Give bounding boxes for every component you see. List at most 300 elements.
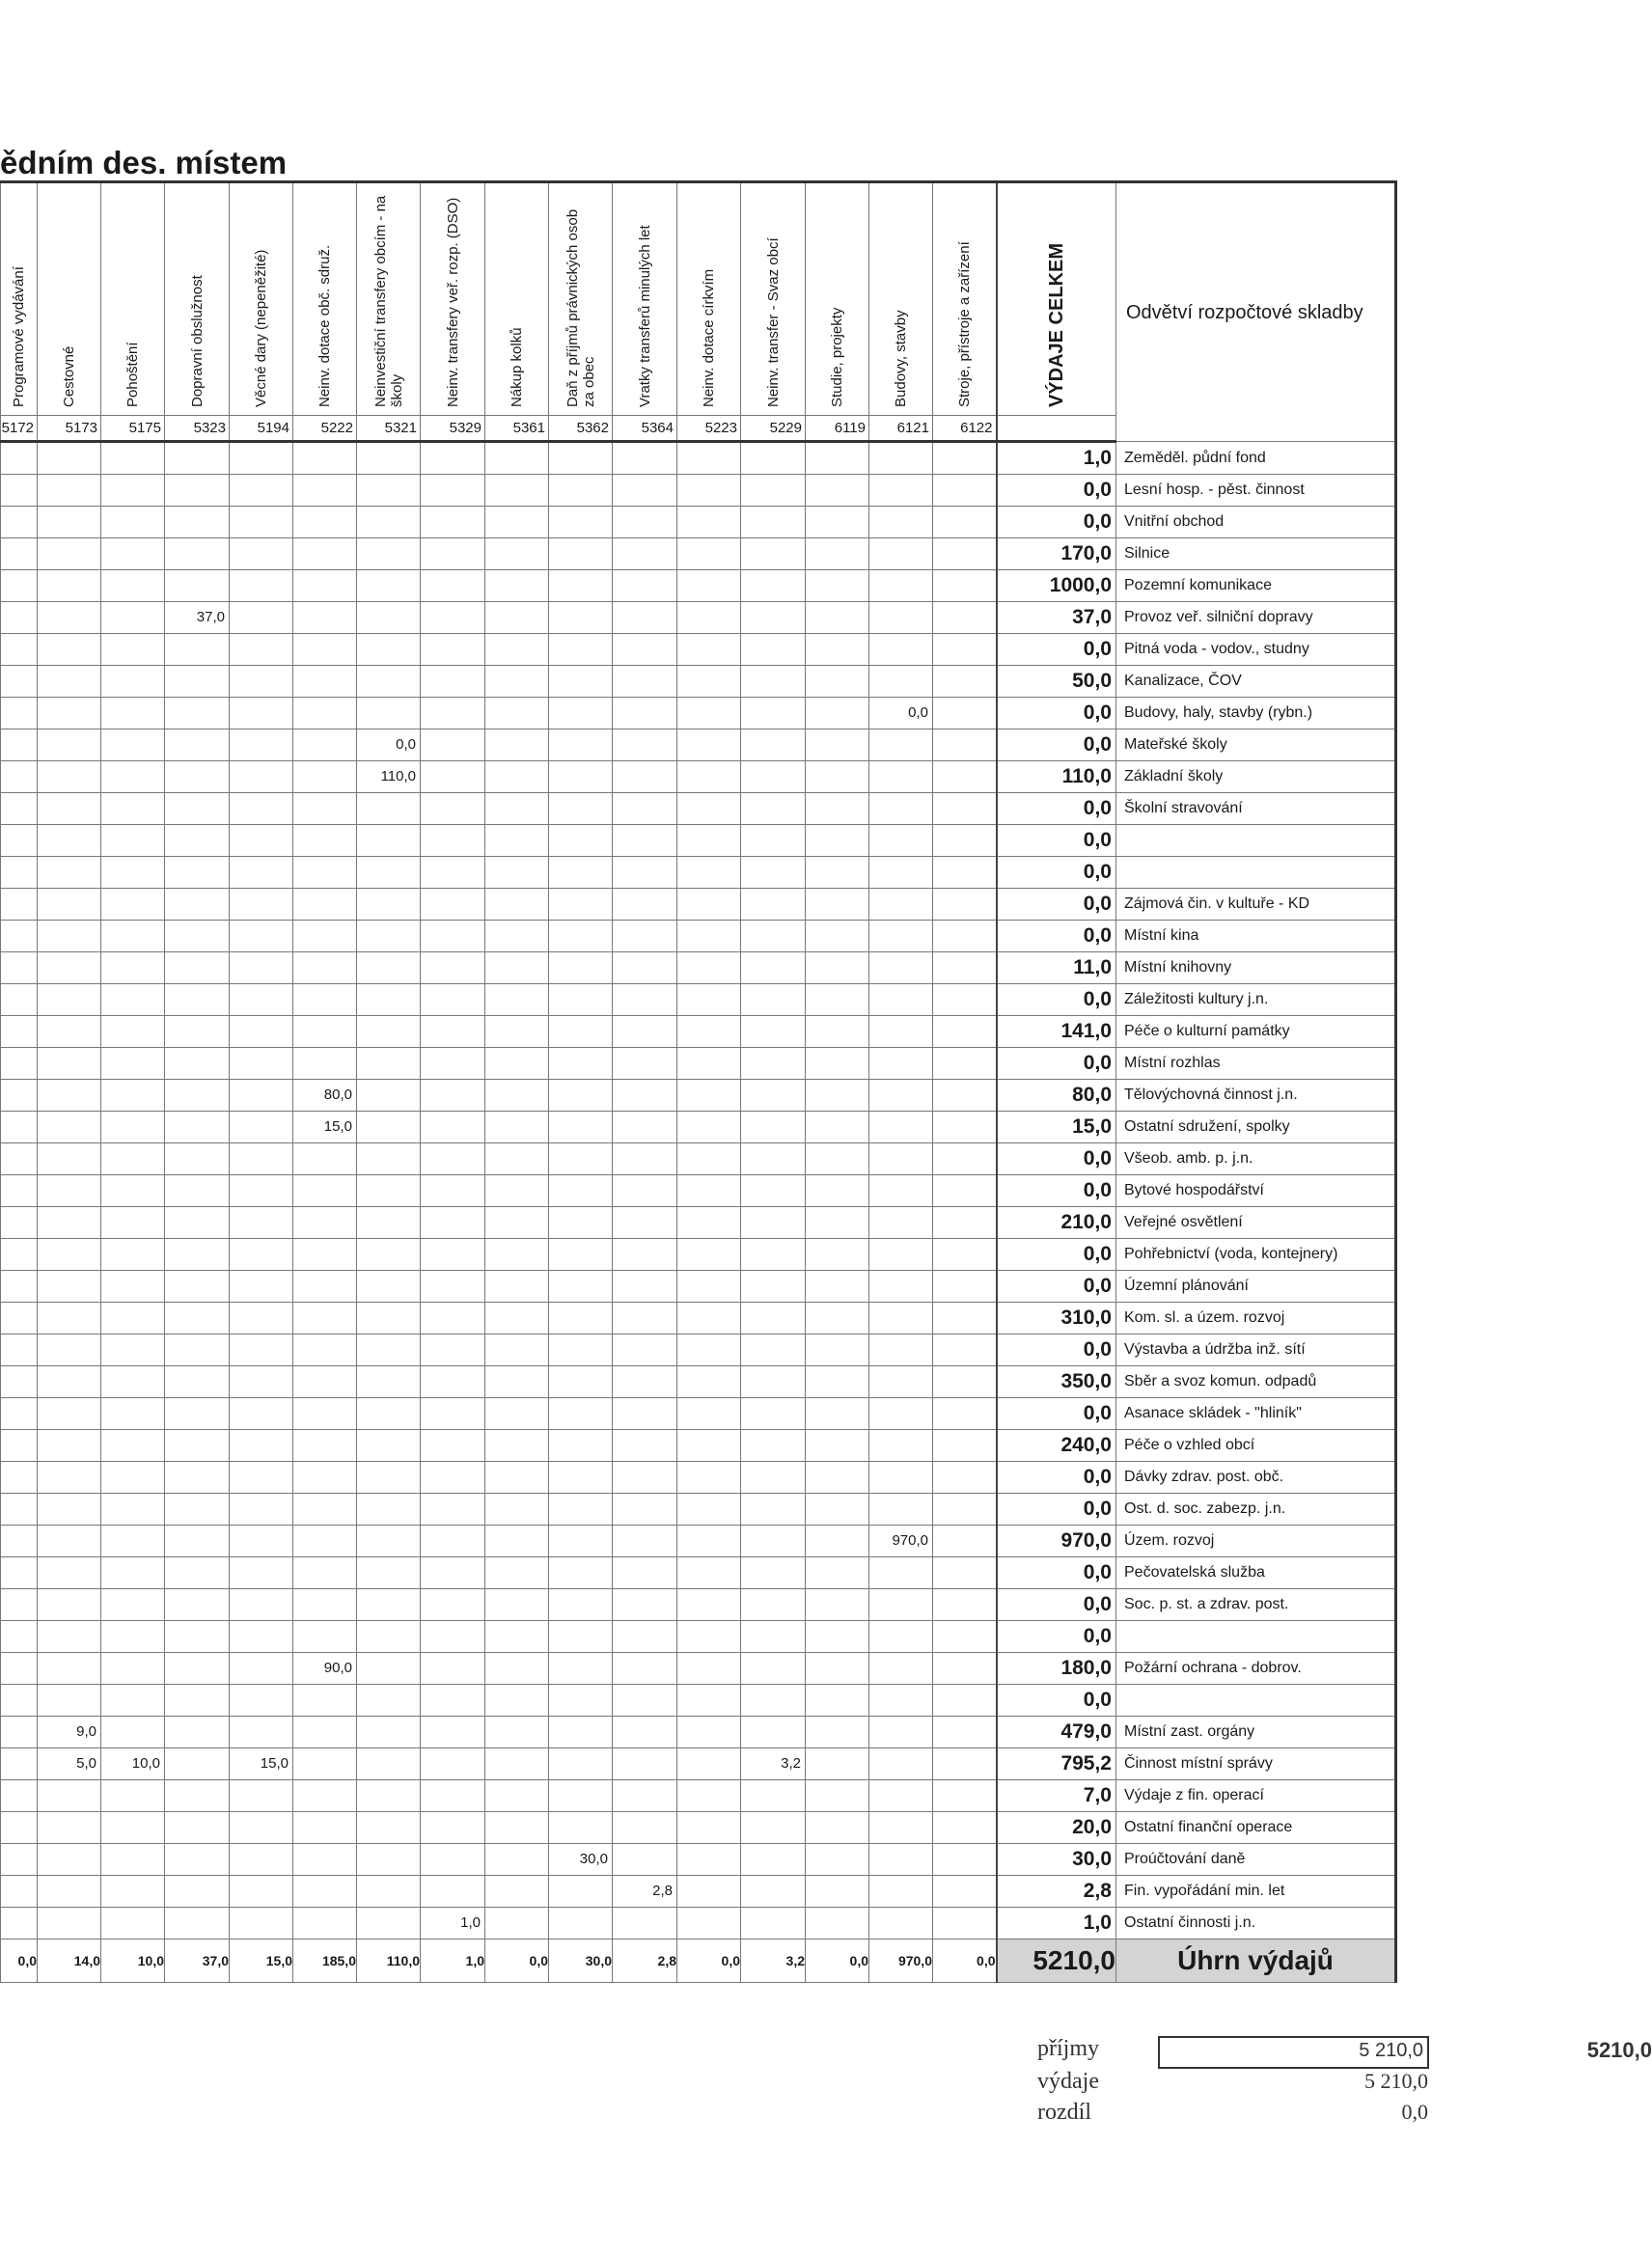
row-label: Požární ochrana - dobrov. — [1116, 1653, 1396, 1685]
cell-empty — [485, 1239, 549, 1271]
cell-empty — [421, 1175, 485, 1207]
cell-empty — [357, 1653, 421, 1685]
cell-empty — [1, 538, 38, 570]
cell-empty — [38, 984, 101, 1016]
cell-empty — [806, 1080, 869, 1112]
cell-empty — [357, 1526, 421, 1557]
cell-empty — [1, 1207, 38, 1239]
cell-empty — [677, 507, 741, 538]
row-total: 80,0 — [997, 1080, 1116, 1112]
cell-empty — [485, 1271, 549, 1303]
row-label: Školní stravování — [1116, 793, 1396, 825]
cell-empty — [613, 1908, 677, 1940]
table-row — [1, 921, 1396, 952]
cell-empty — [165, 1589, 230, 1621]
column-header-label: Neinvestiční transfery obcím - na školy — [372, 195, 405, 407]
cell-empty — [741, 666, 806, 698]
cell-empty — [806, 1557, 869, 1589]
cell-empty — [741, 889, 806, 921]
cell-empty — [613, 1748, 677, 1780]
cell-empty — [806, 1812, 869, 1844]
cell-empty — [549, 857, 613, 889]
cell-empty — [741, 1685, 806, 1717]
cell-empty — [613, 1780, 677, 1812]
cell-empty — [677, 1844, 741, 1876]
cell-empty — [933, 1398, 997, 1430]
cell-empty — [101, 1494, 165, 1526]
column-header-label: Neinv. transfer - Svaz obcí — [764, 237, 782, 407]
cell-empty — [869, 442, 933, 475]
cell-empty — [421, 1653, 485, 1685]
cell-empty — [1, 1430, 38, 1462]
cell-empty — [38, 1239, 101, 1271]
cell-empty — [741, 1112, 806, 1143]
cell-empty — [549, 952, 613, 984]
cell-empty — [38, 793, 101, 825]
cell-empty — [293, 1462, 357, 1494]
cell-empty — [677, 1430, 741, 1462]
cell-empty — [101, 1207, 165, 1239]
cell-empty — [101, 1908, 165, 1940]
table-row — [1, 442, 1396, 475]
cell-empty — [293, 666, 357, 698]
cell-empty — [165, 1876, 230, 1908]
cell-empty — [677, 602, 741, 634]
cell-empty — [933, 1653, 997, 1685]
column-code: 5172 — [1, 416, 38, 442]
recap-prijmy-label: příjmy — [1037, 2036, 1099, 2061]
cell-empty — [869, 1239, 933, 1271]
row-total: 0,0 — [997, 1175, 1116, 1207]
cell-empty — [806, 666, 869, 698]
cell-empty — [293, 1908, 357, 1940]
cell-empty — [421, 1112, 485, 1143]
cell-empty — [101, 1175, 165, 1207]
cell-empty — [1, 1112, 38, 1143]
cell-empty — [933, 1239, 997, 1271]
row-label: Soc. p. st. a zdrav. post. — [1116, 1589, 1396, 1621]
cell-empty — [806, 1271, 869, 1303]
cell-empty — [293, 857, 357, 889]
cell-empty — [293, 1844, 357, 1876]
cell-empty — [549, 1366, 613, 1398]
cell-empty — [869, 1080, 933, 1112]
table-row — [1, 984, 1396, 1016]
cell-empty — [933, 1207, 997, 1239]
cell-empty — [38, 761, 101, 793]
cell-empty — [485, 761, 549, 793]
row-label: Proúčtování daně — [1116, 1844, 1396, 1876]
cell-empty — [38, 1207, 101, 1239]
cell-empty — [741, 442, 806, 475]
cell-empty — [101, 921, 165, 952]
cell-empty — [485, 793, 549, 825]
cell-empty — [485, 1430, 549, 1462]
cell-empty — [677, 984, 741, 1016]
cell-empty — [933, 1589, 997, 1621]
cell-empty — [806, 1908, 869, 1940]
table-row — [1, 1653, 1396, 1685]
cell-empty — [165, 570, 230, 602]
row-total: 0,0 — [997, 1334, 1116, 1366]
cell-empty — [230, 602, 293, 634]
cell-empty — [933, 1780, 997, 1812]
column-code: 6119 — [806, 416, 869, 442]
cell-empty — [677, 1207, 741, 1239]
cell-empty — [38, 952, 101, 984]
column-header-label: Věcné dary (nepeněžité) — [253, 249, 269, 407]
cell-empty — [741, 1366, 806, 1398]
cell-empty — [165, 634, 230, 666]
cell-empty — [421, 1780, 485, 1812]
cell-empty — [485, 1143, 549, 1175]
cell-empty — [38, 889, 101, 921]
cell-empty — [1, 1366, 38, 1398]
cell-empty — [293, 793, 357, 825]
cell-empty — [421, 1844, 485, 1876]
cell-empty — [869, 1621, 933, 1653]
cell-empty — [613, 1175, 677, 1207]
cell-empty — [38, 729, 101, 761]
row-total: 37,0 — [997, 602, 1116, 634]
cell-empty — [1, 1334, 38, 1366]
cell-empty — [549, 538, 613, 570]
cell-empty — [677, 1876, 741, 1908]
cell-empty — [485, 1876, 549, 1908]
cell-empty — [293, 1526, 357, 1557]
cell-empty — [165, 538, 230, 570]
row-total: 0,0 — [997, 1494, 1116, 1526]
cell-empty — [741, 1780, 806, 1812]
cell-empty — [165, 1621, 230, 1653]
cell-empty — [485, 1303, 549, 1334]
cell-empty — [933, 1844, 997, 1876]
cell-empty — [549, 825, 613, 857]
cell-empty — [677, 1239, 741, 1271]
cell-empty — [101, 538, 165, 570]
column-header-label: Programové vydávání — [11, 266, 27, 407]
row-total: 0,0 — [997, 1557, 1116, 1589]
cell-empty — [613, 1621, 677, 1653]
cell-empty — [677, 1812, 741, 1844]
cell-empty — [869, 889, 933, 921]
cell-empty — [1, 1844, 38, 1876]
cell-empty — [869, 1462, 933, 1494]
cell-empty — [357, 1430, 421, 1462]
row-label: Činnost místní správy — [1116, 1748, 1396, 1780]
cell-empty — [165, 1812, 230, 1844]
cell-empty — [485, 952, 549, 984]
cell-empty — [421, 1143, 485, 1175]
cell-empty — [1, 698, 38, 729]
cell-empty — [101, 570, 165, 602]
cell-empty — [485, 1398, 549, 1430]
cell-empty — [1, 1398, 38, 1430]
cell-empty — [677, 1048, 741, 1080]
cell-empty — [485, 1844, 549, 1876]
cell-empty — [230, 793, 293, 825]
cell-empty — [485, 1717, 549, 1748]
cell-empty — [613, 666, 677, 698]
cell-empty — [421, 1398, 485, 1430]
cell-empty — [485, 666, 549, 698]
cell-empty — [869, 1303, 933, 1334]
total-header — [997, 182, 1116, 416]
cell-empty — [165, 1048, 230, 1080]
row-label: Kom. sl. a územ. rozvoj — [1116, 1303, 1396, 1334]
cell-empty — [230, 1016, 293, 1048]
cell-empty — [613, 793, 677, 825]
cell-empty — [869, 1430, 933, 1462]
cell-empty — [1, 984, 38, 1016]
cell-value: 37,0 — [165, 602, 230, 634]
cell-empty — [741, 729, 806, 761]
row-label: Zájmová čin. v kultuře - KD — [1116, 889, 1396, 921]
row-label: Výstavba a údržba inž. sítí — [1116, 1334, 1396, 1366]
table-row — [1, 1780, 1396, 1812]
cell-empty — [933, 1016, 997, 1048]
cell-empty — [485, 984, 549, 1016]
cell-empty — [357, 1175, 421, 1207]
cell-empty — [485, 1334, 549, 1366]
cell-empty — [806, 1685, 869, 1717]
cell-empty — [549, 1908, 613, 1940]
table-row — [1, 1717, 1396, 1748]
cell-empty — [165, 1016, 230, 1048]
cell-empty — [357, 1048, 421, 1080]
row-label: Silnice — [1116, 538, 1396, 570]
cell-empty — [1, 1876, 38, 1908]
cell-empty — [549, 507, 613, 538]
table-row — [1, 1494, 1396, 1526]
cell-empty — [1, 857, 38, 889]
cell-empty — [38, 1844, 101, 1876]
cell-empty — [869, 984, 933, 1016]
cell-empty — [357, 1334, 421, 1366]
cell-empty — [613, 1430, 677, 1462]
cell-empty — [549, 1621, 613, 1653]
row-label: Péče o vzhled obcí — [1116, 1430, 1396, 1462]
cell-empty — [613, 857, 677, 889]
cell-empty — [293, 1366, 357, 1398]
cell-empty — [357, 1621, 421, 1653]
cell-empty — [230, 1876, 293, 1908]
cell-empty — [869, 1812, 933, 1844]
cell-empty — [741, 761, 806, 793]
cell-empty — [357, 475, 421, 507]
cell-empty — [230, 984, 293, 1016]
cell-empty — [357, 1016, 421, 1048]
row-total: 20,0 — [997, 1812, 1116, 1844]
cell-empty — [230, 666, 293, 698]
cell-empty — [1, 729, 38, 761]
cell-empty — [165, 1494, 230, 1526]
cell-empty — [165, 442, 230, 475]
cell-empty — [165, 507, 230, 538]
cell-empty — [613, 1271, 677, 1303]
column-header — [869, 182, 933, 416]
cell-empty — [101, 634, 165, 666]
cell-empty — [230, 1780, 293, 1812]
cell-empty — [230, 1685, 293, 1717]
cell-empty — [613, 1812, 677, 1844]
cell-empty — [741, 1271, 806, 1303]
cell-empty — [549, 984, 613, 1016]
cell-empty — [165, 1239, 230, 1271]
cell-empty — [357, 1812, 421, 1844]
table-row — [1, 1175, 1396, 1207]
column-code: 5229 — [741, 416, 806, 442]
cell-empty — [1, 1685, 38, 1717]
cell-empty — [933, 984, 997, 1016]
cell-empty — [677, 1080, 741, 1112]
cell-empty — [293, 698, 357, 729]
table-row — [1, 1876, 1396, 1908]
cell-empty — [165, 666, 230, 698]
row-total: 479,0 — [997, 1717, 1116, 1748]
cell-empty — [485, 889, 549, 921]
cell-empty — [293, 1175, 357, 1207]
cell-empty — [38, 1112, 101, 1143]
cell-empty — [677, 1526, 741, 1557]
row-label: Ostatní finanční operace — [1116, 1812, 1396, 1844]
cell-empty — [293, 952, 357, 984]
column-code: 6122 — [933, 416, 997, 442]
cell-empty — [485, 1589, 549, 1621]
column-sum: 110,0 — [357, 1940, 421, 1983]
cell-empty — [741, 602, 806, 634]
cell-empty — [421, 634, 485, 666]
cell-empty — [677, 1271, 741, 1303]
cell-empty — [741, 475, 806, 507]
cell-empty — [1, 442, 38, 475]
cell-empty — [741, 1048, 806, 1080]
cell-empty — [230, 1080, 293, 1112]
cell-empty — [869, 475, 933, 507]
column-sum: 2,8 — [613, 1940, 677, 1983]
cell-empty — [230, 1207, 293, 1239]
cell-empty — [101, 984, 165, 1016]
cell-empty — [933, 793, 997, 825]
row-label: Veřejné osvětlení — [1116, 1207, 1396, 1239]
cell-empty — [549, 602, 613, 634]
row-label: Územní plánování — [1116, 1271, 1396, 1303]
cell-empty — [806, 1621, 869, 1653]
cell-empty — [101, 1717, 165, 1748]
cell-empty — [101, 1143, 165, 1175]
cell-empty — [677, 666, 741, 698]
cell-empty — [485, 1685, 549, 1717]
cell-empty — [806, 1207, 869, 1239]
cell-empty — [101, 1462, 165, 1494]
cell-empty — [38, 1271, 101, 1303]
table-row — [1, 1303, 1396, 1334]
cell-empty — [549, 1557, 613, 1589]
row-total: 2,8 — [997, 1876, 1116, 1908]
cell-empty — [101, 1876, 165, 1908]
cell-empty — [549, 634, 613, 666]
cell-empty — [869, 921, 933, 952]
cell-empty — [1, 1621, 38, 1653]
cell-empty — [869, 1271, 933, 1303]
cell-empty — [230, 825, 293, 857]
cell-empty — [101, 1621, 165, 1653]
cell-empty — [549, 1143, 613, 1175]
cell-empty — [806, 921, 869, 952]
row-label: Mateřské školy — [1116, 729, 1396, 761]
cell-empty — [806, 952, 869, 984]
table-row — [1, 1239, 1396, 1271]
cell-empty — [741, 1908, 806, 1940]
row-total: 1,0 — [997, 1908, 1116, 1940]
table-row — [1, 761, 1396, 793]
cell-empty — [38, 1685, 101, 1717]
cell-empty — [933, 921, 997, 952]
cell-empty — [230, 442, 293, 475]
column-header-label: Vratky transferů minulých let — [636, 225, 653, 407]
cell-empty — [869, 857, 933, 889]
cell-empty — [613, 475, 677, 507]
cell-empty — [933, 1685, 997, 1717]
cell-empty — [357, 634, 421, 666]
cell-empty — [806, 1494, 869, 1526]
cell-empty — [741, 1207, 806, 1239]
cell-empty — [806, 1589, 869, 1621]
table-row — [1, 1748, 1396, 1780]
cell-empty — [741, 1334, 806, 1366]
cell-empty — [869, 1780, 933, 1812]
column-header-label: Pohoštění — [124, 342, 141, 407]
cell-empty — [293, 1876, 357, 1908]
cell-empty — [357, 507, 421, 538]
cell-value: 970,0 — [869, 1526, 933, 1557]
table-row — [1, 825, 1396, 857]
cell-empty — [38, 1812, 101, 1844]
cell-empty — [101, 507, 165, 538]
page-title: ědním des. místem — [0, 145, 288, 180]
cell-empty — [741, 634, 806, 666]
cell-empty — [549, 1239, 613, 1271]
cell-empty — [230, 1430, 293, 1462]
row-label: Sběr a svoz komun. odpadů — [1116, 1366, 1396, 1398]
cell-empty — [357, 1908, 421, 1940]
cell-empty — [933, 1366, 997, 1398]
cell-empty — [806, 634, 869, 666]
cell-empty — [677, 952, 741, 984]
column-header — [293, 182, 357, 416]
column-header — [549, 182, 613, 416]
cell-empty — [1, 1557, 38, 1589]
cell-empty — [613, 1048, 677, 1080]
column-code: 6121 — [869, 416, 933, 442]
row-total: 795,2 — [997, 1748, 1116, 1780]
cell-empty — [357, 1366, 421, 1398]
cell-empty — [677, 1557, 741, 1589]
table-row — [1, 1526, 1396, 1557]
cell-empty — [933, 1048, 997, 1080]
cell-empty — [165, 1844, 230, 1876]
cell-empty — [1, 1239, 38, 1271]
table-row — [1, 1685, 1396, 1717]
column-sum: 1,0 — [421, 1940, 485, 1983]
row-total: 0,0 — [997, 729, 1116, 761]
cell-value: 110,0 — [357, 761, 421, 793]
cell-empty — [741, 857, 806, 889]
cell-empty — [549, 1112, 613, 1143]
cell-empty — [806, 570, 869, 602]
row-total: 50,0 — [997, 666, 1116, 698]
cell-empty — [806, 1048, 869, 1080]
